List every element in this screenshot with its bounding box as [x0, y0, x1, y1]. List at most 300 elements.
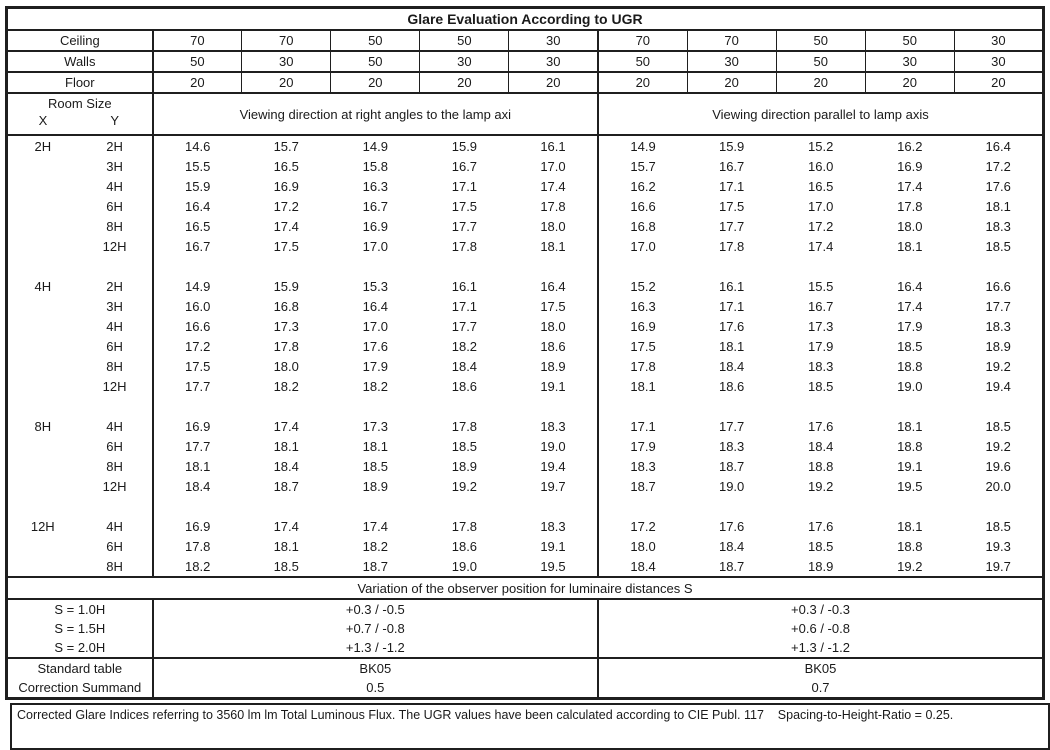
ugr-row	[7, 516, 1044, 536]
variation-row	[7, 638, 1044, 658]
ugr-value-cell: 16.8	[598, 216, 687, 236]
ugr-value-cell: 18.0	[598, 536, 687, 556]
ugr-value-cell: 17.4	[897, 298, 923, 314]
surface-row-ceiling	[7, 30, 1044, 51]
room-x-value: 12H	[30, 518, 55, 534]
surface-value: 30	[420, 51, 509, 72]
ugr-value-cell: 19.2	[985, 358, 1011, 374]
ugr-value-cell: 17.6	[808, 418, 834, 434]
page-title: Glare Evaluation According to UGR	[7, 8, 1044, 31]
ugr-row	[7, 356, 1044, 376]
room-y-value: 8H	[106, 358, 123, 374]
ugr-value-cell: 18.8	[897, 358, 923, 374]
surface-value: 50	[331, 51, 420, 72]
surface-value: 50	[598, 51, 687, 72]
ugr-value-cell: 17.1	[451, 178, 478, 194]
ugr-value-cell: 17.3	[362, 418, 388, 434]
room-x-value	[7, 476, 78, 496]
surface-reflectance-rows	[7, 30, 1044, 93]
surface-label: Walls	[7, 51, 153, 72]
spacer-cell	[153, 496, 598, 516]
surface-value: 20	[331, 72, 420, 93]
ugr-value-cell: 17.7	[718, 418, 745, 434]
surface-value: 20	[420, 72, 509, 93]
ugr-value-cell: 19.7	[985, 558, 1011, 574]
ugr-value-cell: 17.4	[362, 518, 388, 534]
ugr-value-cell: 17.5	[451, 198, 478, 214]
room-size-header	[7, 93, 153, 135]
ugr-value-cell: 17.8	[451, 418, 478, 434]
ugr-value-cell: 14.9	[153, 276, 242, 296]
ugr-value-cell: 17.8	[718, 238, 745, 254]
ugr-value-cell: 18.4	[153, 476, 242, 496]
variation-left-value: +0.7 / -0.8	[153, 619, 598, 638]
ugr-value-cell: 18.7	[362, 558, 388, 574]
summary-right-value: 0.7	[598, 678, 1043, 699]
ugr-value-cell: 18.1	[985, 198, 1011, 214]
ugr-value-cell: 18.1	[362, 438, 388, 454]
ugr-value-cell: 17.4	[273, 218, 299, 234]
ugr-value-cell: 17.7	[451, 318, 478, 334]
surface-value: 20	[954, 72, 1043, 93]
room-x-value	[7, 216, 78, 236]
ugr-value-cell: 17.5	[540, 298, 566, 314]
surface-value: 20	[598, 72, 687, 93]
ugr-value-cell: 16.7	[153, 236, 242, 256]
ugr-value-cell: 19.2	[985, 438, 1011, 454]
surface-value: 50	[865, 30, 954, 51]
ugr-value-cell: 17.2	[273, 198, 299, 214]
summary-label: Correction Summand	[18, 680, 142, 695]
room-x-value	[7, 296, 78, 316]
ugr-value-cell: 18.3	[540, 418, 566, 434]
ugr-value-cell: 18.1	[273, 438, 299, 454]
room-size-label: Room Size	[48, 96, 112, 111]
surface-row-walls	[7, 51, 1044, 72]
ugr-value-cell: 18.3	[718, 438, 745, 454]
variation-row	[7, 599, 1044, 619]
variation-right-value: +0.3 / -0.3	[598, 599, 1043, 619]
ugr-value-cell: 16.7	[718, 158, 745, 174]
surface-value: 50	[153, 51, 242, 72]
variation-row	[7, 619, 1044, 638]
variation-right-value: +1.3 / -1.2	[598, 638, 1043, 658]
variation-left-value: +1.3 / -1.2	[153, 638, 598, 658]
ugr-value-cell: 18.0	[273, 358, 299, 374]
ugr-value-cell: 18.9	[808, 558, 834, 574]
ugr-value-cell: 17.0	[808, 198, 834, 214]
room-x-value	[7, 176, 78, 196]
room-x-value	[7, 196, 78, 216]
surface-value: 20	[242, 72, 331, 93]
ugr-value-cell: 17.9	[598, 436, 687, 456]
ugr-value-cell: 17.4	[540, 178, 566, 194]
ugr-value-cell: 18.0	[897, 218, 923, 234]
ugr-value-cell: 18.9	[540, 358, 566, 374]
ugr-value-cell: 18.4	[598, 556, 687, 577]
ugr-value-cell: 19.4	[985, 378, 1011, 394]
surface-value: 70	[242, 30, 331, 51]
header-section	[7, 93, 1044, 135]
ugr-row	[7, 416, 1044, 436]
ugr-value-cell: 17.8	[273, 338, 299, 354]
ugr-value-cell: 14.6	[153, 135, 242, 156]
ugr-row	[7, 236, 1044, 256]
ugr-value-cell: 18.7	[273, 478, 299, 494]
ugr-value-cell: 19.0	[718, 478, 745, 494]
ugr-value-cell: 19.7	[540, 478, 566, 494]
ugr-value-cell: 16.4	[897, 278, 923, 294]
ugr-value-cell: 16.3	[598, 296, 687, 316]
ugr-value-cell: 17.3	[273, 318, 299, 334]
ugr-value-cell: 17.5	[153, 356, 242, 376]
room-x-value	[7, 236, 78, 256]
ugr-value-cell: 18.5	[985, 518, 1011, 534]
ugr-value-cell: 19.0	[451, 558, 478, 574]
ugr-value-cell: 17.6	[718, 518, 745, 534]
ugr-value-cell: 17.8	[451, 518, 478, 534]
room-x-value	[7, 436, 78, 456]
surface-value: 20	[776, 72, 865, 93]
ugr-value-cell: 19.1	[540, 538, 566, 554]
variation-title-row	[7, 577, 1044, 599]
ugr-value-cell: 18.6	[451, 538, 478, 554]
ugr-value-cell: 16.3	[362, 178, 388, 194]
room-y-value: 8H	[106, 558, 123, 574]
ugr-value-cell: 16.0	[808, 158, 834, 174]
ugr-value-cell: 15.7	[598, 156, 687, 176]
ugr-value-cell: 17.0	[540, 158, 566, 174]
ugr-value-cell: 16.1	[451, 278, 478, 294]
ugr-value-cell: 18.4	[808, 438, 834, 454]
ugr-value-cell: 17.7	[153, 376, 242, 396]
ugr-value-cell: 17.7	[718, 218, 745, 234]
ugr-value-cell: 18.4	[273, 458, 299, 474]
room-y-value: 2H	[106, 278, 123, 294]
ugr-row	[7, 556, 1044, 577]
ugr-value-cell: 19.0	[897, 378, 923, 394]
ugr-value-cell: 16.9	[897, 158, 923, 174]
ugr-value-cell: 16.2	[598, 176, 687, 196]
summary-row	[7, 678, 1044, 699]
ugr-value-cell: 17.8	[153, 536, 242, 556]
ugr-value-cell: 18.2	[451, 338, 478, 354]
ugr-value-cell: 18.0	[540, 218, 566, 234]
room-x-value	[7, 536, 78, 556]
variation-title-section	[7, 577, 1044, 599]
title-row	[7, 8, 1044, 31]
variation-title: Variation of the observer position for luminaire distances S	[7, 577, 1044, 599]
ugr-value-cell: 16.6	[598, 196, 687, 216]
surface-value: 50	[331, 30, 420, 51]
ugr-value-cell: 19.1	[540, 378, 566, 394]
ugr-row	[7, 536, 1044, 556]
surface-value: 50	[420, 30, 509, 51]
ugr-value-cell: 18.5	[897, 338, 923, 354]
ugr-value-cell: 17.2	[985, 158, 1011, 174]
ugr-value-cell: 17.7	[153, 436, 242, 456]
ugr-value-cell: 14.9	[598, 135, 687, 156]
column-header-row	[7, 93, 1044, 135]
ugr-value-cell: 18.9	[985, 338, 1011, 354]
left-group-header: Viewing direction at right angles to the lamp axi	[153, 93, 598, 135]
room-x-value	[7, 456, 78, 476]
ugr-value-cell: 16.8	[273, 298, 299, 314]
room-y-value: 8H	[106, 218, 123, 234]
ugr-value-cell: 19.5	[540, 558, 566, 574]
ugr-value-cell: 17.1	[451, 298, 478, 314]
ugr-value-cell: 17.0	[362, 318, 388, 334]
ugr-value-cell: 18.4	[718, 358, 745, 374]
ugr-value-cell: 17.4	[273, 418, 299, 434]
surface-value: 30	[954, 30, 1043, 51]
ugr-row	[7, 276, 1044, 296]
ugr-value-cell: 18.5	[808, 538, 834, 554]
room-y-value: 2H	[106, 138, 123, 154]
surface-value: 30	[865, 51, 954, 72]
ugr-value-cell: 18.4	[718, 538, 745, 554]
xy-labels	[8, 113, 152, 128]
room-y-value: 3H	[106, 298, 123, 314]
ugr-value-cell: 16.1	[718, 278, 745, 294]
ugr-value-cell: 16.4	[985, 138, 1011, 154]
room-x-value	[7, 336, 78, 356]
ugr-value-cell: 18.4	[451, 358, 478, 374]
ugr-value-cell: 17.1	[718, 298, 745, 314]
surface-value: 50	[776, 30, 865, 51]
ugr-row	[7, 156, 1044, 176]
ugr-value-cell: 18.5	[273, 558, 299, 574]
spacer-row	[7, 256, 1044, 276]
footer-note: Corrected Glare Indices referring to 3560 lm lm Total Luminous Flux. The UGR values have been calculated according to CIE Publ. 117 Spacing-to-Height-Ratio = 0.25.	[10, 703, 1050, 750]
room-x-value	[7, 376, 78, 396]
ugr-value-cell: 17.5	[273, 238, 299, 254]
ugr-value-cell: 17.1	[598, 416, 687, 436]
ugr-value-cell: 19.2	[897, 558, 923, 574]
ugr-row	[7, 216, 1044, 236]
ugr-value-cell: 19.5	[897, 478, 923, 494]
surface-value: 30	[687, 51, 776, 72]
summary-rows	[7, 658, 1044, 699]
ugr-value-cell: 17.4	[808, 238, 834, 254]
ugr-value-cell: 17.3	[808, 318, 834, 334]
ugr-value-cell: 17.5	[718, 198, 745, 214]
right-group-header: Viewing direction parallel to lamp axis	[598, 93, 1043, 135]
ugr-value-cell: 15.5	[153, 156, 242, 176]
ugr-value-cell: 18.1	[897, 418, 923, 434]
spacer-row	[7, 496, 1044, 516]
ugr-value-cell: 18.3	[540, 518, 566, 534]
ugr-value-cell: 14.9	[362, 138, 388, 154]
ugr-value-cell: 18.1	[718, 338, 745, 354]
ugr-value-cell: 16.5	[153, 216, 242, 236]
ugr-value-cell: 17.2	[808, 218, 834, 234]
ugr-value-cell: 18.6	[718, 378, 745, 394]
ugr-row	[7, 316, 1044, 336]
spacer-cell	[598, 256, 1043, 276]
title-section	[7, 8, 1044, 31]
ugr-value-cell: 17.6	[808, 518, 834, 534]
ugr-value-cell: 19.2	[451, 478, 478, 494]
spacer-cell	[153, 256, 598, 276]
ugr-value-cell: 18.2	[273, 378, 299, 394]
ugr-value-cell: 17.7	[451, 218, 478, 234]
ugr-value-cell: 16.9	[273, 178, 299, 194]
ugr-row	[7, 176, 1044, 196]
ugr-value-cell: 16.4	[362, 298, 388, 314]
ugr-value-cell: 18.2	[362, 378, 388, 394]
room-x-value	[7, 356, 78, 376]
surface-value: 30	[242, 51, 331, 72]
surface-value: 30	[509, 30, 598, 51]
ugr-value-cell: 18.8	[897, 438, 923, 454]
spacer-cell	[7, 496, 153, 516]
ugr-value-cell: 16.4	[540, 278, 566, 294]
ugr-value-cell: 18.3	[598, 456, 687, 476]
ugr-value-cell: 18.5	[985, 238, 1011, 254]
ugr-value-cell: 18.2	[362, 538, 388, 554]
ugr-value-cell: 19.4	[540, 458, 566, 474]
ugr-value-cell: 17.7	[985, 298, 1011, 314]
room-y-value: 4H	[106, 518, 123, 534]
ugr-value-cell: 18.1	[598, 376, 687, 396]
ugr-row	[7, 296, 1044, 316]
room-y-value: 8H	[106, 458, 123, 474]
ugr-value-cell: 15.9	[153, 176, 242, 196]
ugr-value-cell: 18.5	[362, 458, 388, 474]
ugr-value-cell: 17.4	[897, 178, 923, 194]
ugr-value-cell: 16.9	[362, 218, 388, 234]
room-y-value: 6H	[106, 438, 123, 454]
surface-value: 50	[776, 51, 865, 72]
summary-right-value: BK05	[598, 658, 1043, 678]
ugr-value-cell: 19.6	[985, 458, 1011, 474]
spacing-label: S = 1.0H	[54, 602, 106, 617]
ugr-value-cell: 18.6	[451, 378, 478, 394]
ugr-value-cell: 18.9	[451, 458, 478, 474]
ugr-value-cell: 18.1	[897, 238, 923, 254]
surface-value: 30	[509, 51, 598, 72]
ugr-row	[7, 135, 1044, 156]
summary-label: Standard table	[7, 658, 153, 678]
ugr-data-rows	[7, 135, 1044, 577]
ugr-value-cell: 18.8	[897, 538, 923, 554]
ugr-value-cell: 15.2	[808, 138, 834, 154]
ugr-value-cell: 18.9	[362, 478, 388, 494]
ugr-row	[7, 476, 1044, 496]
ugr-value-cell: 17.0	[362, 238, 388, 254]
ugr-value-cell: 15.9	[718, 138, 745, 154]
ugr-value-cell: 15.8	[362, 158, 388, 174]
ugr-value-cell: 18.3	[985, 218, 1011, 234]
ugr-value-cell: 15.3	[362, 278, 388, 294]
ugr-value-cell: 17.8	[451, 238, 478, 254]
ugr-value-cell: 16.9	[153, 516, 242, 536]
spacer-cell	[7, 256, 153, 276]
room-y-value: 4H	[106, 318, 123, 334]
room-y-value: 4H	[106, 178, 123, 194]
room-y-value: 12H	[102, 378, 127, 394]
ugr-value-cell: 16.5	[273, 158, 299, 174]
surface-value: 20	[687, 72, 776, 93]
variation-left-value: +0.3 / -0.5	[153, 599, 598, 619]
room-y-value: 12H	[102, 478, 127, 494]
spacer-cell	[598, 396, 1043, 416]
ugr-value-cell: 18.6	[540, 338, 566, 354]
ugr-value-cell: 16.9	[598, 316, 687, 336]
ugr-value-cell: 16.6	[153, 316, 242, 336]
ugr-value-cell: 16.5	[808, 178, 834, 194]
ugr-value-cell: 17.4	[273, 518, 299, 534]
ugr-value-cell: 18.1	[540, 238, 566, 254]
ugr-value-cell: 19.0	[540, 438, 566, 454]
ugr-value-cell: 16.9	[153, 416, 242, 436]
surface-value: 70	[687, 30, 776, 51]
ugr-value-cell: 18.3	[808, 358, 834, 374]
ugr-row	[7, 436, 1044, 456]
summary-left-value: 0.5	[153, 678, 598, 699]
observer-variation-rows	[7, 599, 1044, 658]
spacer-cell	[598, 496, 1043, 516]
ugr-value-cell: 18.0	[540, 318, 566, 334]
ugr-value-cell: 19.2	[808, 478, 834, 494]
spacing-label: S = 2.0H	[54, 640, 106, 655]
ugr-value-cell: 18.7	[598, 476, 687, 496]
room-x-value: 4H	[34, 278, 52, 294]
x-axis-label: X	[38, 113, 48, 128]
room-y-value: 6H	[106, 338, 123, 354]
ugr-value-cell: 17.5	[598, 336, 687, 356]
spacer-row	[7, 396, 1044, 416]
ugr-value-cell: 18.1	[153, 456, 242, 476]
ugr-value-cell: 17.2	[598, 516, 687, 536]
ugr-value-cell: 18.5	[808, 378, 834, 394]
ugr-value-cell: 18.8	[808, 458, 834, 474]
ugr-value-cell: 18.3	[985, 318, 1011, 334]
ugr-value-cell: 15.2	[598, 276, 687, 296]
ugr-value-cell: 15.9	[273, 278, 299, 294]
ugr-value-cell: 18.1	[273, 538, 299, 554]
room-x-value: 2H	[34, 138, 52, 154]
room-y-value: 6H	[106, 198, 123, 214]
room-y-value: 12H	[102, 238, 127, 254]
ugr-value-cell: 18.1	[897, 518, 923, 534]
room-x-value: 8H	[34, 418, 52, 434]
surface-label: Floor	[7, 72, 153, 93]
ugr-value-cell: 15.9	[451, 138, 478, 154]
room-y-value: 6H	[106, 538, 123, 554]
summary-left-value: BK05	[153, 658, 598, 678]
room-x-value	[7, 556, 78, 577]
summary-row	[7, 658, 1044, 678]
ugr-value-cell: 16.0	[153, 296, 242, 316]
ugr-row	[7, 456, 1044, 476]
surface-value: 70	[598, 30, 687, 51]
ugr-value-cell: 17.0	[598, 236, 687, 256]
room-y-value: 3H	[106, 158, 123, 174]
ugr-row	[7, 336, 1044, 356]
ugr-value-cell: 17.6	[718, 318, 745, 334]
spacer-cell	[153, 396, 598, 416]
surface-value: 20	[865, 72, 954, 93]
ugr-value-cell: 18.7	[718, 558, 745, 574]
surface-value: 20	[509, 72, 598, 93]
ugr-value-cell: 18.5	[451, 438, 478, 454]
ugr-value-cell: 17.6	[985, 178, 1011, 194]
ugr-value-cell: 16.7	[808, 298, 834, 314]
surface-row-floor	[7, 72, 1044, 93]
ugr-value-cell: 18.5	[985, 418, 1011, 434]
